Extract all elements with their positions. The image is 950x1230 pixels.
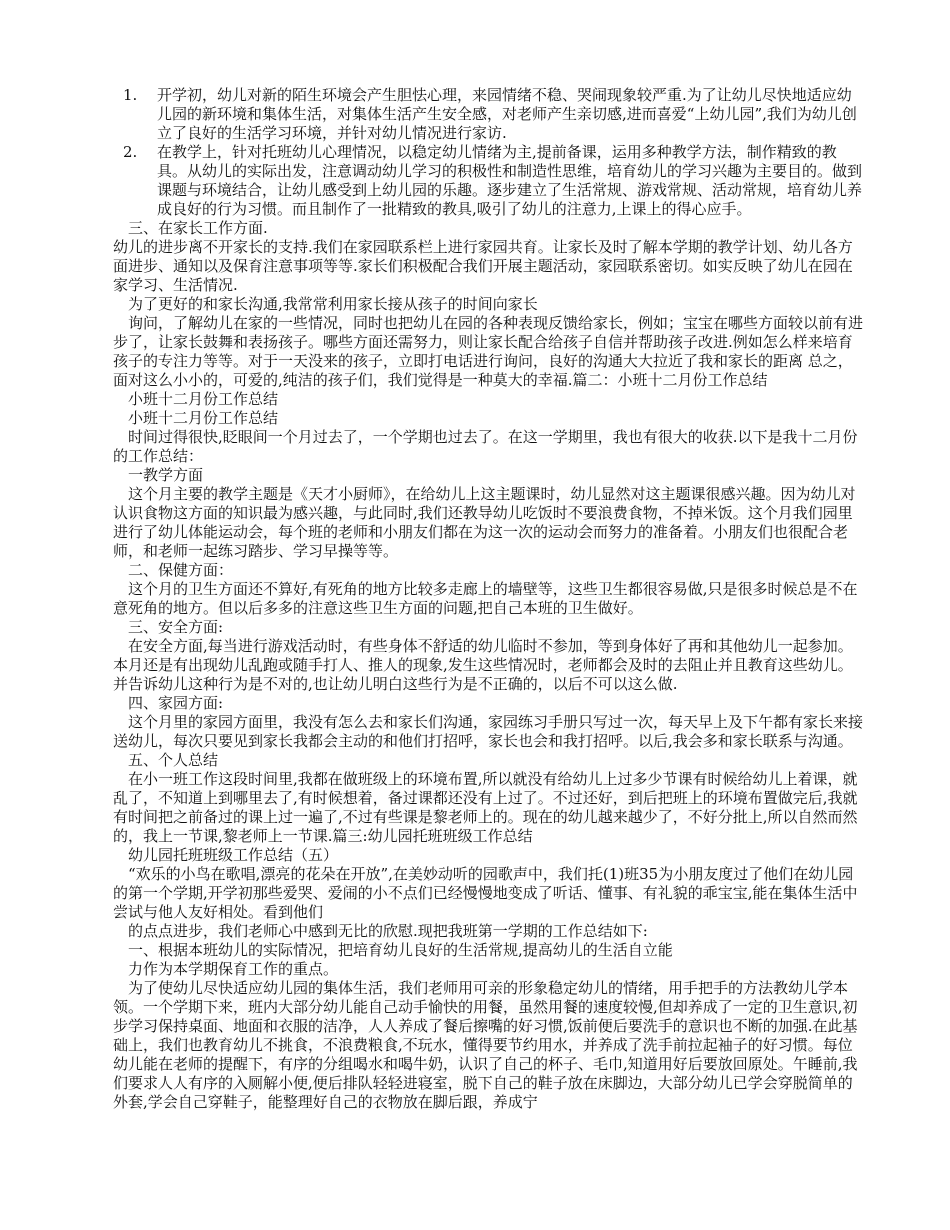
- list-item: [113, 143, 863, 219]
- paragraph: “欢乐的小鸟在歌唱,漂亮的花朵在开放”,在美妙动听的园歌声中，我们托(1)班35为小朋友度过了他们在幼儿园的第一个学期,开学初那些爱哭、爱闹的小不点们已经慢慢地变成了听话、懂事、有礼貌的乖宝宝,能在集体生活中尝试与他人友好相处。看到他们: [113, 865, 858, 921]
- section-heading: 为了更好的和家长沟通,我常常利用家长接从孩子的时间向家长: [128, 295, 538, 313]
- section-heading: 力作为本学期保育工作的重点。: [128, 960, 339, 978]
- paragraph: 这个月里的家园方面里，我没有怎么去和家长们沟通，家园练习手册只写过一次，每天早上及下午都有家长来接送幼儿，每次只要见到家长我都会主动的和他们打招呼，家长也会和我打招呼。以后,我会多和家长联系与沟通。: [113, 713, 864, 750]
- numbered-list: [113, 86, 863, 219]
- paragraph: 时间过得很快,眨眼间一个月过去了，一个学期也过去了。在这一学期里，我也有很大的收获.以下是我十二月份的工作总结：: [113, 428, 858, 465]
- section-heading: 一教学方面: [128, 466, 204, 484]
- list-number: 1.: [123, 86, 138, 104]
- paragraph: 在安全方面,每当进行游戏活动时，有些身体不舒适的幼儿临时不参加，等到身体好了再和其他幼儿一起参加。本月还是有出现幼儿乱跑或随手打人、推人的现象,发生这些情况时，老师都会及时的去阻止并且教育这些幼儿。并告诉幼儿这种行为是不对的,也让幼儿明白这些行为是不正确的，以后不可以这么做.: [113, 637, 853, 693]
- section-heading: 一、根据本班幼儿的实际情况，把培育幼儿良好的生活常规,提高幼儿的生活自立能: [128, 941, 673, 959]
- section-heading: 的点点进步，我们老师心中感到无比的欣慰.现把我班第一学期的工作总结如下:: [128, 922, 648, 940]
- section-heading: 小班十二月份工作总结: [128, 409, 279, 427]
- section-heading: 二、保健方面：: [128, 561, 234, 579]
- section-heading: 五、个人总结: [128, 751, 219, 769]
- paragraph: 这个月的卫生方面还不算好,有死角的地方比较多走廊上的墙壁等，这些卫生都很容易做,只是很多时候总是不在意死角的地方。但以后多多的注意这些卫生方面的问题,把自己本班的卫生做好。: [113, 580, 858, 617]
- paragraph: 询问，了解幼儿在家的一些情况，同时也把幼儿在园的各种表现反馈给家长，例如；宝宝在哪些方面较以前有进步了，让家长鼓舞和表扬孩子。哪些方面还需努力，则让家长配合给孩子自信并帮助孩子改进.例如怎么样来培育孩子的专注力等等。对于一天没来的孩子，立即打电话进行询问，良好的沟通大大拉近了我和家长的距离 总之，面对这么小小的，可爱的,纯洁的孩子们，我们觉得是一种莫大的幸福.篇二：小班十二月份工作总结: [113, 314, 864, 389]
- document-page: [113, 86, 863, 1112]
- section-heading: 小班十二月份工作总结: [128, 390, 279, 408]
- list-number: 2.: [123, 143, 138, 161]
- paragraph: 这个月主要的教学主题是《天才小厨师》，在给幼儿上这主题课时，幼儿显然对这主题课很感兴趣。因为幼儿对认识食物这方面的知识最为感兴趣，与此同时,我们还教导幼儿吃饭时不要浪费食物，不掉米饭。这个月我们园里进行了幼儿体能运动会，每个班的老师和小朋友们都在为这一次的运动会而努力的准备着。小朋友们也很配合老师，和老师一起练习踏步、学习早操等等。: [113, 485, 856, 560]
- list-item: [113, 86, 863, 143]
- list-text: 开学初，幼儿对新的陌生环境会产生胆怯心理，来园情绪不稳、哭闹现象较严重.为了让幼儿尽快地适应幼儿园的新环境和集体生活，对集体生活产生安全感，对老师产生亲切感,进而喜爱“上幼儿园”,我们为幼儿创立了良好的生活学习环境，并针对幼儿情况进行家访.: [157, 86, 857, 142]
- document-body: [113, 219, 863, 1112]
- section-heading: 三、安全方面:: [128, 618, 224, 636]
- paragraph: 为了使幼儿尽快适应幼儿园的集体生活，我们老师用可亲的形象稳定幼儿的情绪，用手把手的方法教幼儿学本领。一个学期下来，班内大部分幼儿能自己动手愉快的用餐，虽然用餐的速度较慢,但却养成了一定的卫生意识,初步学习保持桌面、地面和衣服的洁净，人人养成了餐后擦嘴的好习惯,饭前便后要洗手的意识也不断的加强.在此基础上，我们也教育幼儿不挑食，不浪费粮食,不玩水，懂得要节约用水，并养成了洗手前拉起袖子的好习惯。每位幼儿能在老师的提醒下，有序的分组喝水和喝牛奶，认识了自己的杯子、毛巾,知道用好后要放回原处。午睡前,我们要求人人有序的入厕解小便,便后排队轻轻进寝室，脱下自己的鞋子放在床脚边，大部分幼儿已学会穿脱简单的外套,学会自己穿鞋子，能整理好自己的衣物放在脚后跟，养成宁: [113, 979, 858, 1111]
- list-text: 在教学上，针对托班幼儿心理情况，以稳定幼儿情绪为主,提前备课，运用多种教学方法，制作精致的教具。从幼儿的实际出发，注意调动幼儿学习的积极性和制造性思维，培育幼儿的学习兴趣为主要目的。做到课题与环境结合，让幼儿感受到上幼儿园的乐趣。逐步建立了生活常规、游戏常规、活动常规，培育幼儿养成良好的行为习惯。而且制作了一批精致的教具,吸引了幼儿的注意力,上课上的得心应手。: [157, 143, 863, 218]
- section-heading: 幼儿园托班班级工作总结（五）: [128, 846, 339, 864]
- section-heading: 四、家园方面:: [128, 694, 224, 712]
- paragraph: 幼儿的进步离不开家长的支持.我们在家园联系栏上进行家园共育。让家长及时了解本学期的教学计划、幼儿各方面进步、通知以及保育注意事项等等.家长们积极配合我们开展主题活动，家园联系密切。如实反映了幼儿在园在家学习、生活情况.: [113, 238, 853, 294]
- paragraph: 在小一班工作这段时间里,我都在做班级上的环境布置,所以就没有给幼儿上过多少节课有时候给幼儿上着课，就乱了，不知道上到哪里去了,有时候想着，备过课都还没有上过了。不过还好，到后把班上的环境布置做完后,我就有时间把之前备过的课上过一遍了,不过有些课是黎老师上的。现在的幼儿越来越少了，不好分批上,所以自然而然的，我上一节课,黎老师上一节课.篇三:幼儿园托班班级工作总结: [113, 770, 858, 845]
- section-heading: 三、在家长工作方面.: [128, 219, 268, 237]
